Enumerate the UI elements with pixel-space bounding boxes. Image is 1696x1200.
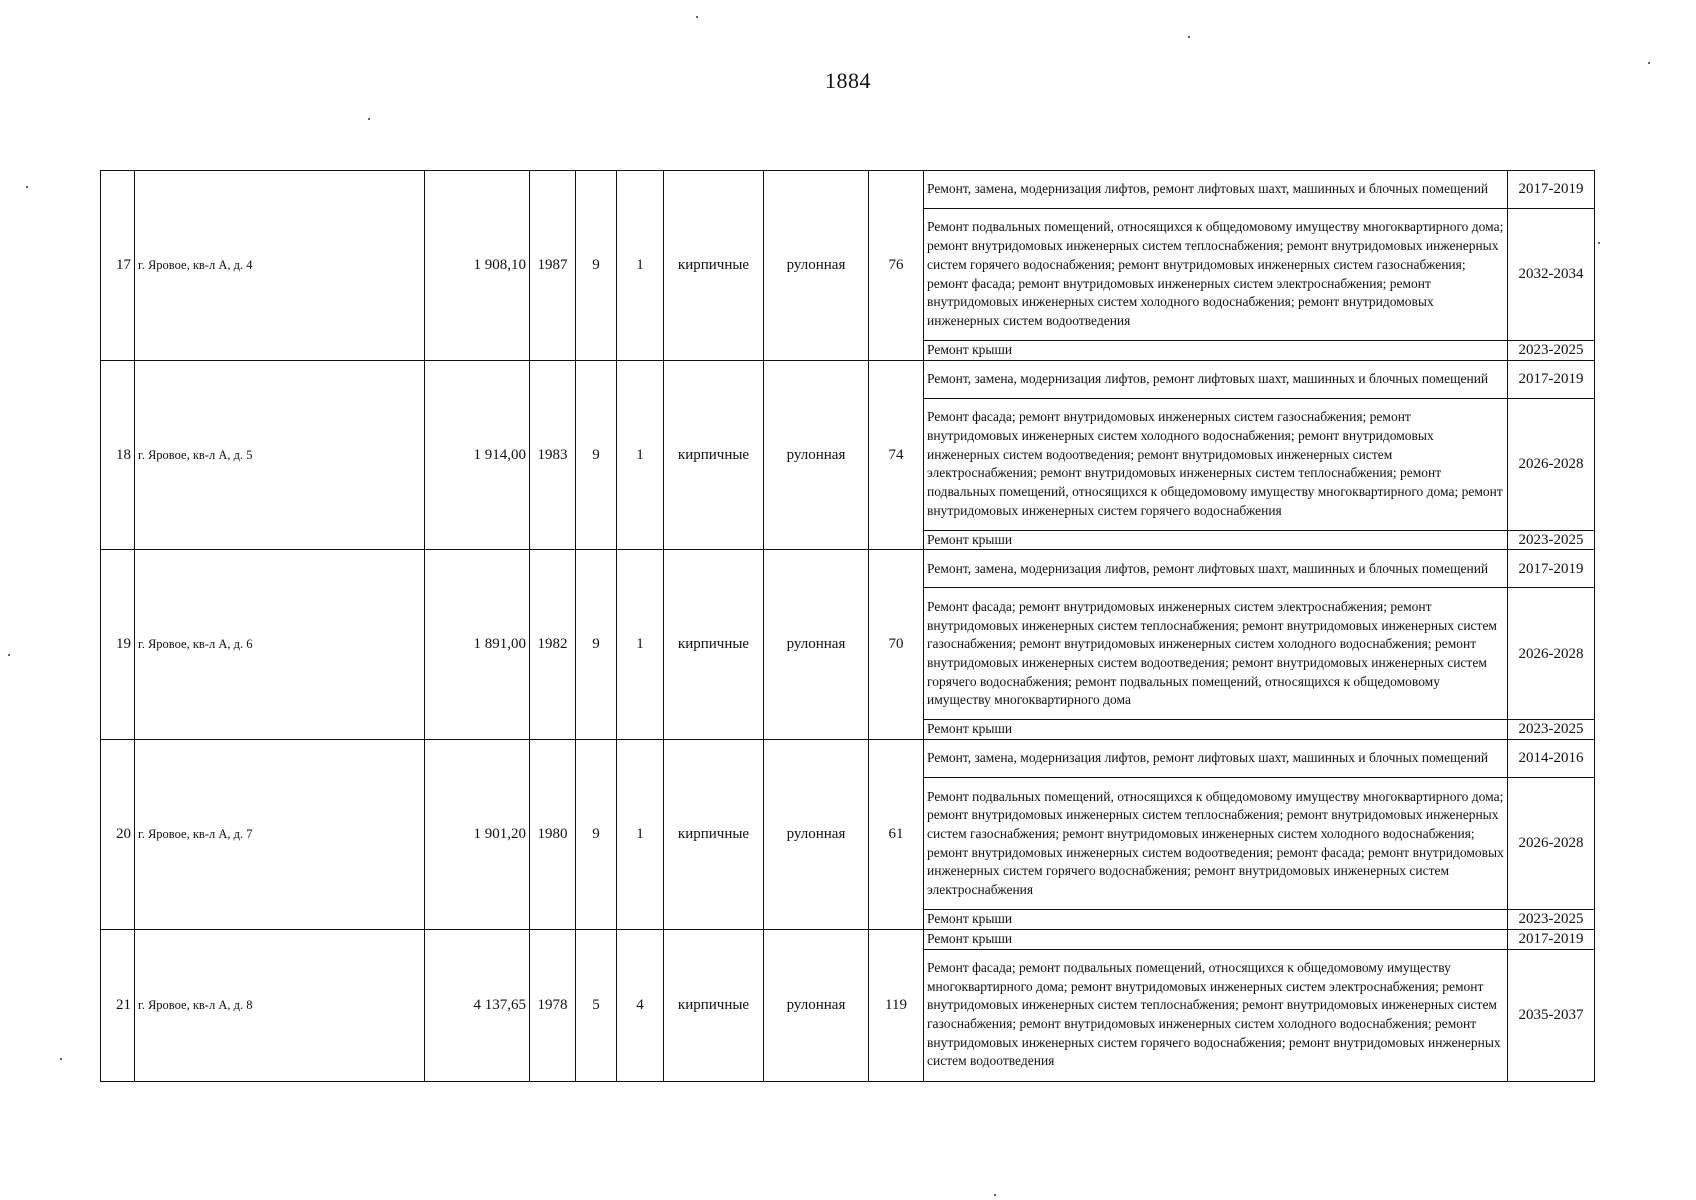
row-number: 17: [101, 171, 135, 361]
address-cell: г. Яровое, кв-л А, д. 6: [135, 550, 425, 740]
work-description: Ремонт фасада; ремонт внутридомовых инженерных систем газоснабжения; ремонт внутридомовых инженерных систем холодного водоснабжения; ремонт внутридомовых инженерных систем водоотведения; ремонт внутридомовых инженерных систем электроснабжения; ремонт внутридомовых инженерных систем теплоснабжения; ремонт подвальных помещений, относящихся к общедомовому имуществу многоквартирного дома; ремонт внутридомовых инженерных систем горячего водоснабжения: [924, 398, 1508, 530]
year-cell: 1980: [530, 740, 576, 930]
floors-cell: 9: [576, 171, 617, 361]
address-cell: г. Яровое, кв-л А, д. 4: [135, 171, 425, 361]
apartments-cell: 74: [869, 360, 924, 550]
row-number: 21: [101, 929, 135, 1081]
floors-cell: 9: [576, 740, 617, 930]
scan-speck: [26, 186, 28, 188]
work-description: Ремонт фасада; ремонт подвальных помещений, относящихся к общедомовому имуществу многоквартирного дома; ремонт внутридомовых инженерных систем электроснабжения; ремонт внутридомовых инженерных систем теплоснабжения; ремонт внутридомовых инженерных систем газоснабжения; ремонт внутридомовых инженерных систем холодного водоснабжения; ремонт внутридомовых инженерных систем горячего водоснабжения; ремонт внутридомовых инженерных систем водоотведения: [924, 949, 1508, 1081]
area-cell: 1 908,10: [425, 171, 530, 361]
address-cell: г. Яровое, кв-л А, д. 7: [135, 740, 425, 930]
entrances-cell: 4: [617, 929, 664, 1081]
scan-speck: [1648, 62, 1650, 64]
scan-speck: [1598, 242, 1600, 244]
address-cell: г. Яровое, кв-л А, д. 5: [135, 360, 425, 550]
entrances-cell: 1: [617, 360, 664, 550]
scan-speck: [696, 16, 698, 18]
area-cell: 1 891,00: [425, 550, 530, 740]
area-cell: 1 914,00: [425, 360, 530, 550]
walls-cell: кирпичные: [664, 740, 764, 930]
page-number: 1884: [825, 68, 871, 93]
apartments-cell: 61: [869, 740, 924, 930]
roof-cell: рулонная: [764, 740, 869, 930]
work-description: Ремонт крыши: [924, 720, 1508, 740]
walls-cell: кирпичные: [664, 929, 764, 1081]
entrances-cell: 1: [617, 550, 664, 740]
area-cell: 4 137,65: [425, 929, 530, 1081]
floors-cell: 5: [576, 929, 617, 1081]
walls-cell: кирпичные: [664, 360, 764, 550]
apartments-cell: 70: [869, 550, 924, 740]
work-description: Ремонт, замена, модернизация лифтов, ремонт лифтовых шахт, машинных и блочных помещений: [924, 360, 1508, 398]
work-description: Ремонт, замена, модернизация лифтов, ремонт лифтовых шахт, машинных и блочных помещений: [924, 171, 1508, 209]
work-description: Ремонт крыши: [924, 341, 1508, 361]
work-description: Ремонт, замена, модернизация лифтов, ремонт лифтовых шахт, машинных и блочных помещений: [924, 740, 1508, 778]
entrances-cell: 1: [617, 740, 664, 930]
work-period: 2017-2019: [1508, 929, 1595, 949]
work-period: 2017-2019: [1508, 360, 1595, 398]
work-period: 2035-2037: [1508, 949, 1595, 1081]
walls-cell: кирпичные: [664, 550, 764, 740]
work-period: 2023-2025: [1508, 720, 1595, 740]
work-description: Ремонт крыши: [924, 910, 1508, 930]
work-description: Ремонт, замена, модернизация лифтов, ремонт лифтовых шахт, машинных и блочных помещений: [924, 550, 1508, 588]
capital-repair-table: [100, 170, 1595, 1082]
work-period: 2023-2025: [1508, 341, 1595, 361]
scan-speck: [994, 1194, 996, 1196]
work-description: Ремонт подвальных помещений, относящихся к общедомовому имуществу многоквартирного дома; ремонт внутридомовых инженерных систем теплоснабжения; ремонт внутридомовых инженерных систем горячего водоснабжения; ремонт внутридомовых инженерных систем газоснабжения; ремонт фасада; ремонт внутридомовых инженерных систем электроснабжения; ремонт внутридомовых инженерных систем холодного водоснабжения; ремонт внутридомовых инженерных систем водоотведения: [924, 209, 1508, 341]
work-period: 2017-2019: [1508, 550, 1595, 588]
scan-speck: [60, 1058, 62, 1060]
row-number: 18: [101, 360, 135, 550]
roof-cell: рулонная: [764, 550, 869, 740]
table-row: [101, 360, 1595, 398]
floors-cell: 9: [576, 360, 617, 550]
scan-speck: [8, 654, 10, 656]
apartments-cell: 76: [869, 171, 924, 361]
year-cell: 1987: [530, 171, 576, 361]
work-period: 2023-2025: [1508, 910, 1595, 930]
year-cell: 1982: [530, 550, 576, 740]
work-period: 2032-2034: [1508, 209, 1595, 341]
walls-cell: кирпичные: [664, 171, 764, 361]
row-number: 19: [101, 550, 135, 740]
apartments-cell: 119: [869, 929, 924, 1081]
work-period: 2026-2028: [1508, 588, 1595, 720]
year-cell: 1983: [530, 360, 576, 550]
work-period: 2026-2028: [1508, 398, 1595, 530]
work-description: Ремонт крыши: [924, 929, 1508, 949]
floors-cell: 9: [576, 550, 617, 740]
work-description: Ремонт подвальных помещений, относящихся к общедомовому имуществу многоквартирного дома; ремонт внутридомовых инженерных систем теплоснабжения; ремонт внутридомовых инженерных систем газоснабжения; ремонт внутридомовых инженерных систем холодного водоснабжения; ремонт внутридомовых инженерных систем водоотведения; ремонт фасада; ремонт внутридомовых инженерных систем горячего водоснабжения; ремонт внутридомовых инженерных систем электроснабжения: [924, 778, 1508, 910]
row-number: 20: [101, 740, 135, 930]
work-description: Ремонт крыши: [924, 530, 1508, 550]
work-description: Ремонт фасада; ремонт внутридомовых инженерных систем электроснабжения; ремонт внутридомовых инженерных систем теплоснабжения; ремонт внутридомовых инженерных систем газоснабжения; ремонт внутридомовых инженерных систем холодного водоснабжения; ремонт внутридомовых инженерных систем водоотведения; ремонт внутридомовых инженерных систем горячего водоснабжения; ремонт подвальных помещений, относящихся к общедомовому имуществу многоквартирного дома: [924, 588, 1508, 720]
table-row: [101, 171, 1595, 209]
roof-cell: рулонная: [764, 360, 869, 550]
scan-speck: [1188, 36, 1190, 38]
entrances-cell: 1: [617, 171, 664, 361]
table-row: [101, 740, 1595, 778]
work-period: 2014-2016: [1508, 740, 1595, 778]
table-row: [101, 550, 1595, 588]
work-period: 2023-2025: [1508, 530, 1595, 550]
work-period: 2026-2028: [1508, 778, 1595, 910]
table-row: [101, 929, 1595, 949]
area-cell: 1 901,20: [425, 740, 530, 930]
work-period: 2017-2019: [1508, 171, 1595, 209]
year-cell: 1978: [530, 929, 576, 1081]
address-cell: г. Яровое, кв-л А, д. 8: [135, 929, 425, 1081]
roof-cell: рулонная: [764, 929, 869, 1081]
scan-speck: [368, 118, 370, 120]
roof-cell: рулонная: [764, 171, 869, 361]
